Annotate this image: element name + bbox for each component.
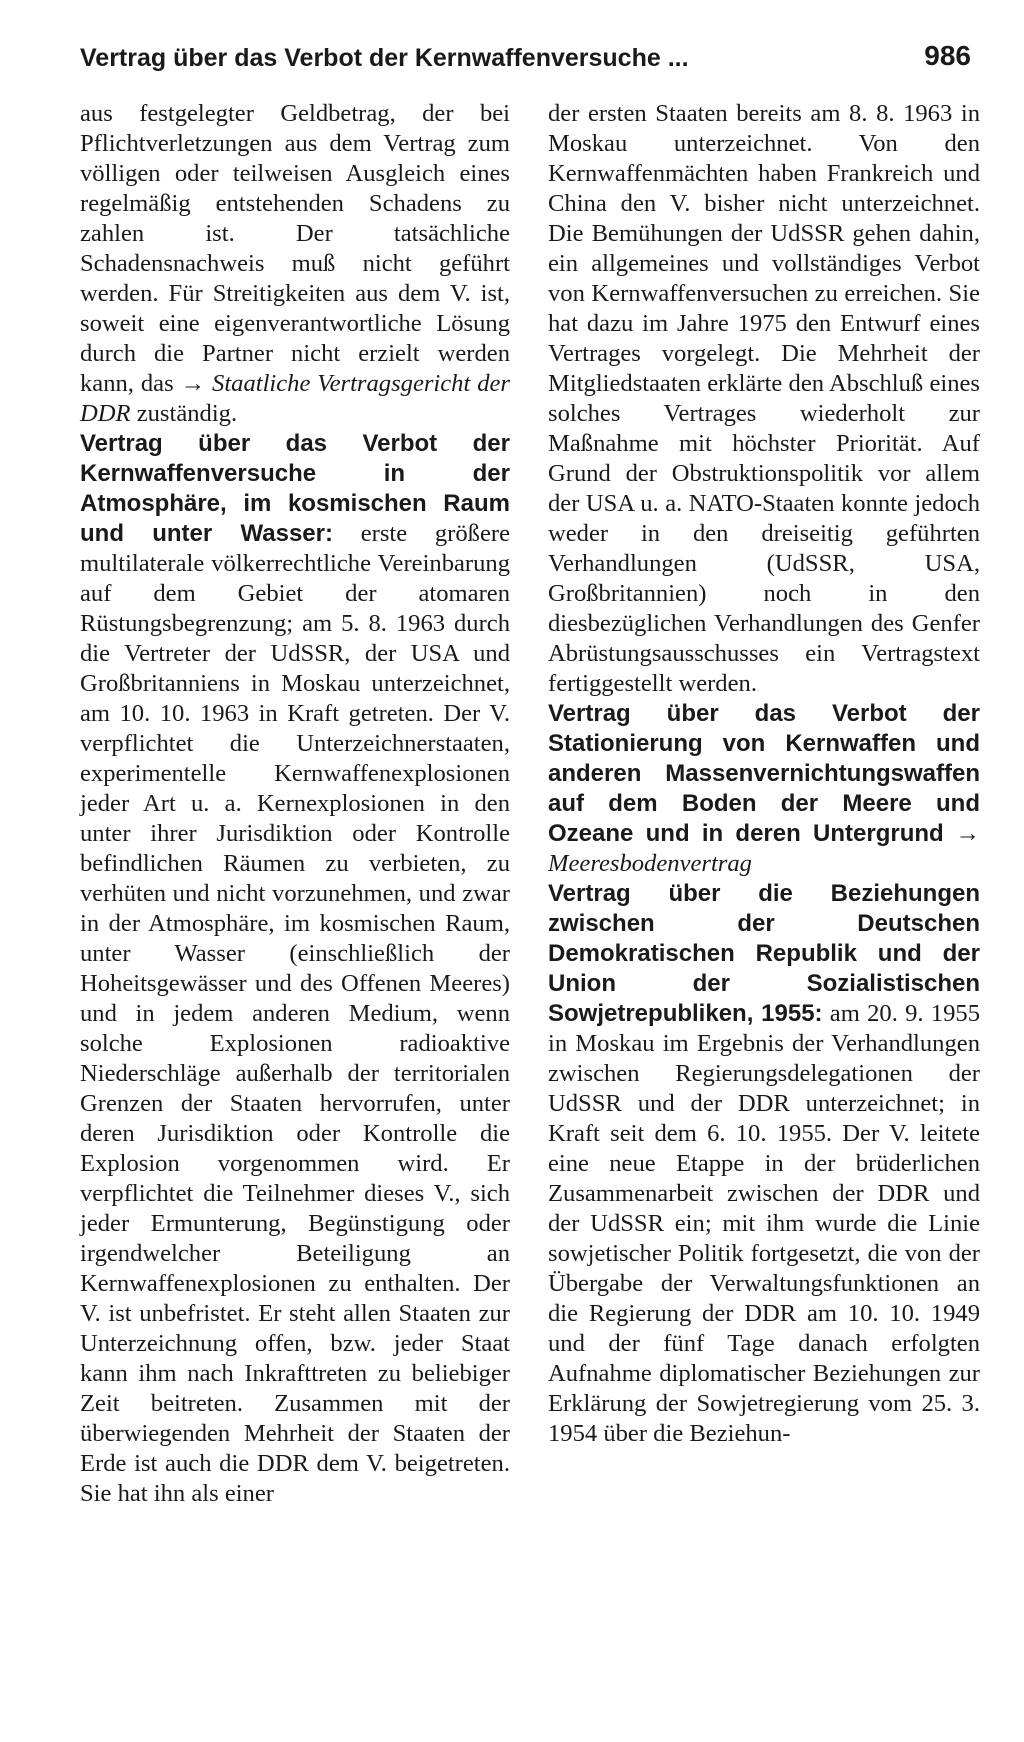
entry-lemma: Vertrag über das Verbot der Kernwaffenversuche in der Atmosphäre, im kosmischen Raum und unter Wasser:	[80, 430, 510, 547]
entry-kernwaffenversuche	[80, 429, 510, 1509]
entry-beziehungen-ddr-udssr	[548, 879, 980, 1449]
left-column	[80, 99, 510, 1509]
entry-body: der ersten Staaten bereits am 8. 8. 1963 in Moskau unterzeichnet. Von den Kernwaffenmächten haben Frankreich und China den V. bisher nicht unterzeichnet. Die Bemühungen der UdSSR gehen dahin, ein allgemeines und vollständiges Verbot von Kernwaffenversuchen zu erreichen. Sie hat dazu im Jahre 1975 den Entwurf eines Vertrages vorgelegt. Die Mehrheit der Mitgliedstaaten erklärte den Abschluß eines solches Vertrages wiederholt zur Maßnahme mit höchster Priorität. Auf Grund der Obstruktionspolitik vor allem der USA u. a. NATO-Staaten konnte jedoch weder in den dreiseitig geführten Verhandlungen (UdSSR, USA, Großbritannien) noch in den diesbezüglichen Verhandlungen des Genfer Abrüstungsausschusses ein Vertragstext fertiggestellt werden.	[548, 100, 980, 697]
right-column	[548, 99, 980, 1449]
entry-body: aus festgelegter Geldbetrag, der bei Pflichtverletzungen aus dem Vertrag zum völligen oder teilweisen Ausgleich eines regelmäßig entstehenden Schadens zu zahlen ist. Der tatsächliche Schadensnachweis muß nicht geführt werden. Für Streitigkeiten aus dem V. ist, soweit eine eigenverantwortliche Lösung durch die Partner nicht erzielt werden kann, das	[80, 100, 510, 397]
continued-entry-text	[80, 99, 510, 429]
entry-lemma: Vertrag über das Verbot der Stationierung von Kernwaffen und anderen Massenvernichtungswaffen auf dem Boden der Meere und Ozeane und in deren Untergrund	[548, 700, 980, 847]
continued-entry-text	[548, 99, 980, 699]
cross-reference-link[interactable]: Meeresbodenvertrag	[548, 850, 752, 877]
entry-body: am 20. 9. 1955 in Moskau im Ergebnis der Verhandlungen zwischen Regierungsdelegationen der UdSSR und der DDR unterzeichnet; in Kraft seit dem 6. 10. 1955. Der V. leitete eine neue Etappe in der brüderlichen Zusammenarbeit zwischen der DDR und der UdSSR ein; mit ihm wurde die Linie sowjetischer Politik fortgesetzt, die von der Übergabe der Verwaltungsfunktionen an die Regierung der DDR am 10. 10. 1949 und der fünf Tage danach erfolgten Aufnahme diplomatischer Beziehungen zur Erklärung der Sowjetregierung vom 25. 3. 1954 über die Beziehun-	[548, 1000, 980, 1447]
cross-reference-link[interactable]: Staatliche Vertragsgericht der DDR	[80, 370, 510, 427]
entry-lemma: Vertrag über die Beziehungen zwischen der Deutschen Demokratischen Republik und der Union der Sozialistischen Sowjetrepubliken, 1955:	[548, 880, 980, 1027]
entry-stationierung-kernwaffen	[548, 699, 980, 879]
cross-reference-arrow-icon: →	[955, 820, 980, 847]
entry-body-end: zuständig.	[136, 400, 238, 427]
page-number: 986	[924, 40, 971, 71]
cross-reference-arrow-icon: →	[180, 370, 206, 397]
running-head: Vertrag über das Verbot der Kernwaffenversuche ...	[80, 44, 689, 72]
entry-body: erste größere multilaterale völkerrechtliche Vereinbarung auf dem Gebiet der atomaren Rüstungsbegrenzung; am 5. 8. 1963 durch die Vertreter der UdSSR, der USA und Großbritanniens in Moskau unterzeichnet, am 10. 10. 1963 in Kraft getreten. Der V. verpflichtet die Unterzeichnerstaaten, experimentelle Kernwaffenexplosionen jeder Art u. a. Kernexplosionen in den unter ihrer Jurisdiktion oder Kontrolle befindlichen Räumen zu verbieten, zu verhüten und nicht vorzunehmen, und zwar in der Atmosphäre, im kosmischen Raum, unter Wasser (einschließlich der Hoheitsgewässer und des Offenen Meeres) und in jedem anderen Medium, wenn solche Explosionen radioaktive Niederschläge außerhalb der territorialen Grenzen der Staaten hervorrufen, unter deren Jurisdiktion oder Kontrolle die Explosion vorgenommen wird. Er verpflichtet die Teilnehmer dieses V., sich jeder Ermunterung, Begünstigung oder irgendwelcher Beteiligung an Kernwaffenexplosionen zu enthalten. Der V. ist unbefristet. Er steht allen Staaten zur Unterzeichnung offen, bzw. jeder Staat kann ihm nach Inkrafttreten zu beliebiger Zeit beitreten. Zusammen mit der überwiegenden Mehrheit der Staaten der Erde ist auch die DDR dem V. beigetreten. Sie hat ihn als einer	[80, 520, 510, 1507]
